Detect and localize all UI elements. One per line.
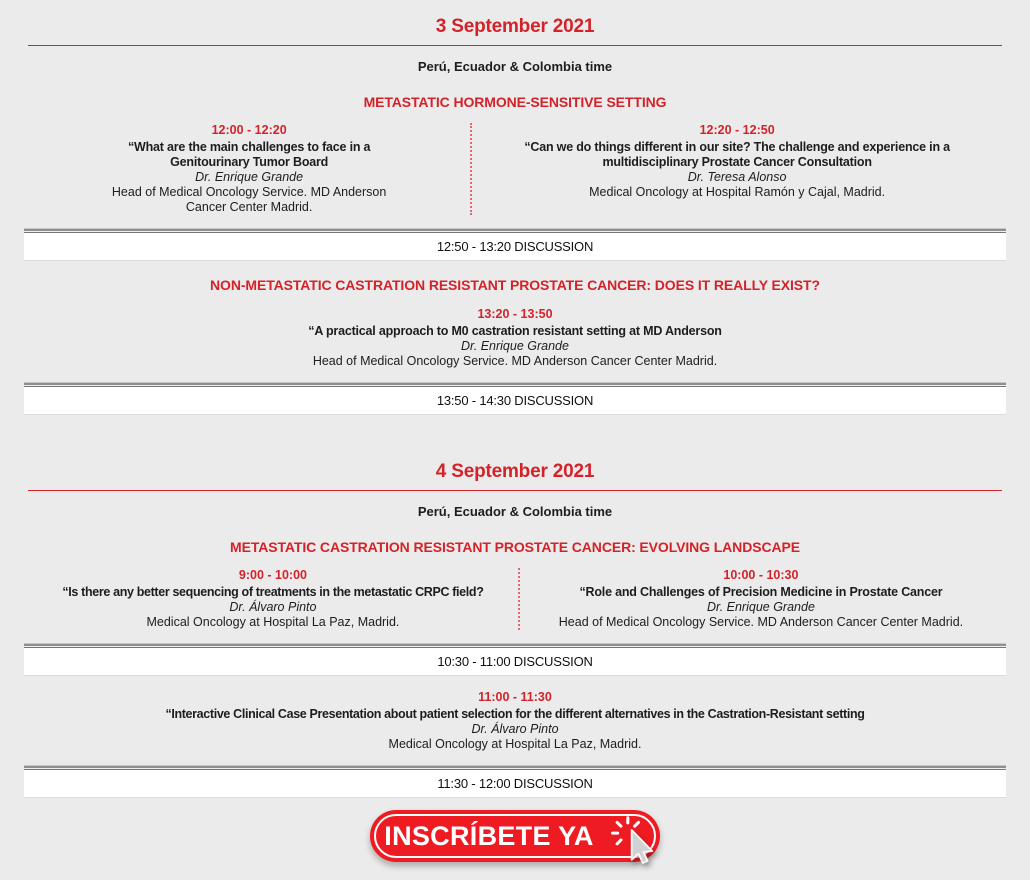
speaker-affiliation: Medical Oncology at Hospital La Paz, Madrid. (388, 737, 642, 751)
day-1-block (0, 16, 1030, 415)
session-time: 11:00 - 11:30 (478, 690, 552, 704)
discussion-label: 10:30 - 11:00 DISCUSSION (24, 648, 1006, 676)
session-card (28, 690, 1002, 752)
register-button[interactable] (370, 810, 660, 862)
date-heading: 4 September 2021 (435, 461, 595, 482)
discussion-label: 12:50 - 13:20 DISCUSSION (24, 233, 1006, 261)
session-card (472, 123, 1002, 215)
speaker-name: Dr. Enrique Grande (195, 170, 304, 184)
discussion-label: 11:30 - 12:00 DISCUSSION (24, 770, 1006, 798)
session-time: 12:00 - 12:20 (211, 123, 287, 137)
session-time: 10:00 - 10:30 (723, 568, 799, 582)
cursor-arrow-icon (632, 830, 653, 863)
session-card (28, 307, 1002, 369)
session-card (28, 123, 470, 215)
speaker-affiliation: Head of Medical Oncology Service. MD Anderson Cancer Center Madrid. (558, 615, 964, 629)
session-title: “A practical approach to M0 castration resistant setting at MD Anderson (308, 324, 722, 338)
register-cta-row (370, 810, 660, 867)
session-title: “Is there any better sequencing of treatments in the metastatic CRPC field? (62, 585, 484, 599)
timezone-label: Perú, Ecuador & Colombia time (417, 59, 613, 74)
day-2-block (0, 461, 1030, 798)
session-card (28, 568, 518, 630)
date-heading: 3 September 2021 (435, 16, 595, 37)
discussion-label: 13:50 - 14:30 DISCUSSION (24, 387, 1006, 415)
parallel-sessions (28, 568, 1002, 630)
session-title: “What are the main challenges to face in a Genitourinary Tumor Board (127, 140, 371, 169)
session-time: 13:20 - 13:50 (477, 307, 553, 321)
speaker-name: Dr. Álvaro Pinto (471, 722, 559, 736)
speaker-name: Dr. Álvaro Pinto (229, 600, 317, 614)
parallel-sessions (28, 123, 1002, 215)
session-heading: METASTATIC CASTRATION RESISTANT PROSTATE CANCER: EVOLVING LANDSCAPE (230, 539, 800, 555)
speaker-affiliation: Medical Oncology at Hospital Ramón y Cajal, Madrid. (589, 185, 886, 199)
speaker-name: Dr. Enrique Grande (461, 339, 569, 353)
session-time: 9:00 - 10:00 (238, 568, 307, 582)
session-title: “Interactive Clinical Case Presentation about patient selection for the different alternatives in the Castration-Resistant setting (165, 707, 865, 721)
speaker-affiliation: Medical Oncology at Hospital La Paz, Madrid. (146, 615, 400, 629)
discussion-bar (24, 228, 1006, 261)
speaker-affiliation: Head of Medical Oncology Service. MD Anderson Cancer Center Madrid. (111, 185, 387, 214)
session-card (520, 568, 1002, 630)
date-divider-rule (28, 490, 1002, 491)
session-title: “Role and Challenges of Precision Medicine in Prostate Cancer (579, 585, 943, 599)
session-heading: NON-METASTATIC CASTRATION RESISTANT PROSTATE CANCER: DOES IT REALLY EXIST? (210, 277, 820, 293)
speaker-affiliation: Head of Medical Oncology Service. MD Anderson Cancer Center Madrid. (312, 354, 718, 368)
session-time: 12:20 - 12:50 (699, 123, 775, 137)
date-divider-rule (28, 45, 1002, 46)
discussion-bar (24, 765, 1006, 798)
timezone-label: Perú, Ecuador & Colombia time (417, 504, 613, 519)
speaker-name: Dr. Enrique Grande (706, 600, 815, 614)
discussion-bar (24, 643, 1006, 676)
speaker-name: Dr. Teresa Alonso (687, 170, 787, 184)
session-title: “Can we do things different in our site? The challenge and experience in a multidisciplinary Prostate Cancer Consultation (524, 140, 950, 169)
session-heading: METASTATIC HORMONE-SENSITIVE SETTING (363, 94, 667, 110)
cursor-click-icon (610, 814, 666, 870)
discussion-bar (24, 382, 1006, 415)
register-button-label: INSCRÍBETE YA (384, 820, 594, 851)
